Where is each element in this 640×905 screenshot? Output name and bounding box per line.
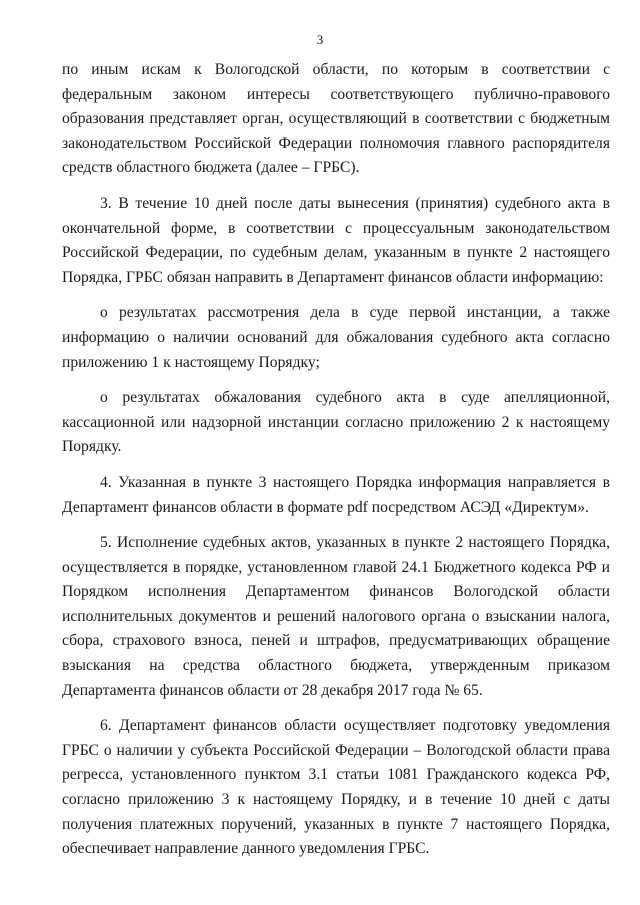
paragraph-item-6: 6. Департамент финансов области осуществляет подготовку уведомления ГРБС о наличии у субъекта Российской Федерации – Вологодской области права регресса, установленного пунктом 3.1 статьи 1081 Гражданского кодекса РФ, согласно приложению 3 к настоящему Порядку, и в течение 10 дней с даты получения платежных поручений, указанных в пункте 7 настоящего Порядка, обеспечивает направление данного уведомления ГРБС. [62,717,610,858]
document-body [62,58,610,873]
page-number: 3 [316,32,324,47]
paragraph-continuation: по иным искам к Вологодской области, по которым в соответствии с федеральным законом интересы соответствующего публично-правового образования представляет орган, осуществляющий в соответствии с бюджетным законодательством Российской Федерации полномочия главного распорядителя средств областного бюджета (далее – ГРБС). [62,61,610,177]
paragraph-item-5: 5. Исполнение судебных актов, указанных в пункте 2 настоящего Порядка, осуществляется в порядке, установленном главой 24.1 Бюджетного кодекса РФ и Порядком исполнения Департаментом финансов Вологодской области исполнительных документов и решений налогового органа о взыскании налога, сбора, страхового взноса, пеней и штрафов, предусматривающих обращение взыскания на средства областного бюджета, утвержденным приказом Департамента финансов области от 28 декабря 2017 года № 65. [62,534,610,699]
paragraph-appeal: о результатах обжалования судебного акта в суде апелляционной, кассационной или надзорной инстанции согласно приложению 2 к настоящему Порядку. [62,389,610,456]
paragraph-item-3: 3. В течение 10 дней после даты вынесения (принятия) судебного акта в окончательной форме, в соответствии с процессуальным законодательством Российской Федерации, по судебным делам, указанным в пункте 2 настоящего Порядка, ГРБС обязан направить в Департамент финансов области информацию: [62,194,610,286]
paragraph-first-instance: о результатах рассмотрения дела в суде первой инстанции, а также информацию о наличии оснований для обжалования судебного акта согласно приложению 1 к настоящему Порядку; [62,304,610,371]
paragraph-item-4: 4. Указанная в пункте 3 настоящего Порядка информация направляется в Департамент финансов области в формате pdf посредством АСЭД «Директум». [62,473,610,516]
